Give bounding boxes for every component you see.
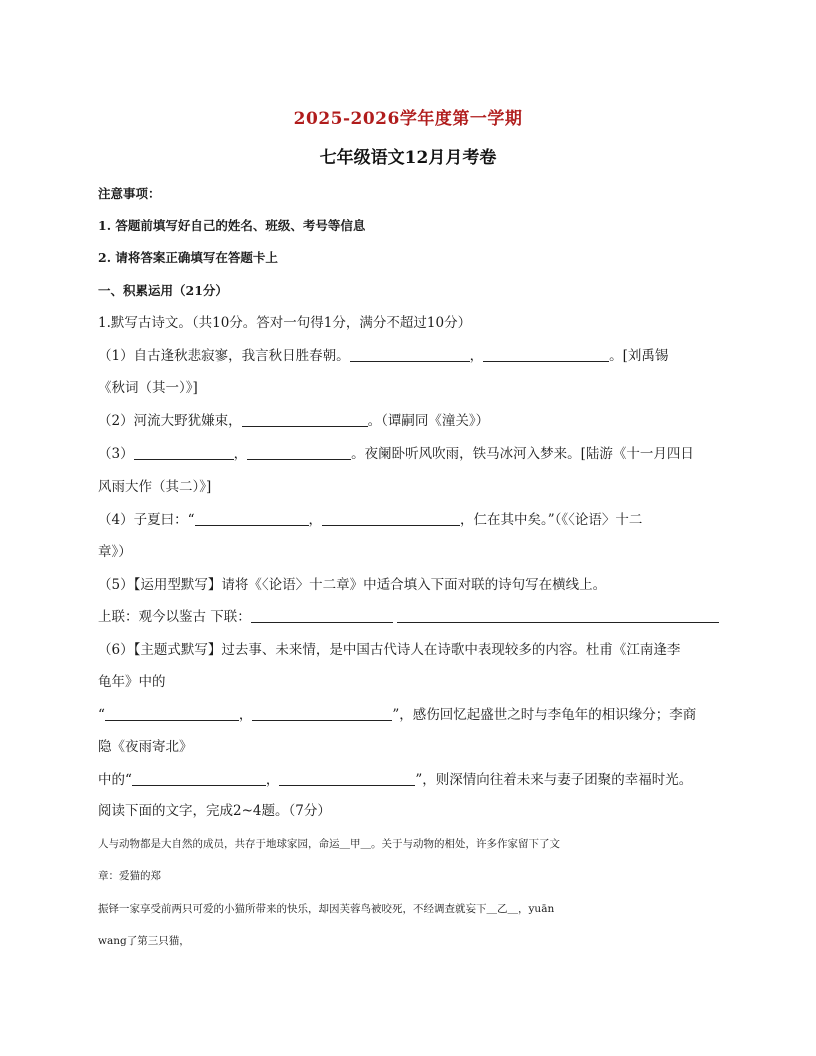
answer-blank[interactable] (242, 412, 368, 427)
term-title: 2025-2026学年度第一学期 (293, 109, 523, 129)
q1-6-sep: ， (238, 707, 253, 723)
exam-title: 七年级语文12月月考卷 (319, 148, 497, 168)
q1-2-end: 。（谭嗣同《潼关》） (367, 413, 490, 429)
answer-blank[interactable] (247, 445, 351, 460)
question-1-6-line5 (98, 770, 692, 790)
q1-4-sep: ， (308, 512, 322, 528)
question-1-6-line2: 龟年》中的 (98, 674, 166, 690)
question-1-1 (98, 346, 668, 366)
question-1-3 (98, 444, 694, 464)
answer-blank[interactable] (134, 445, 234, 460)
answer-blank[interactable] (350, 347, 470, 362)
q1-6-e-end: ”，则深情向往着未来与妻子团聚的幸福时光。 (415, 772, 693, 788)
question-1-6-line4: 隐《夜雨寄北》 (98, 739, 193, 755)
question-1-1-source: 《秋词（其一）》] (98, 380, 198, 396)
answer-blank[interactable] (105, 706, 239, 721)
passage-line-3: 振铎一家享受前两只可爱的小猫所带来的快乐，却因芙蓉鸟被咬死，不经调查就妄下＿乙＿，yuān (98, 903, 555, 915)
answer-blank[interactable] (195, 511, 309, 526)
passage-line-4: wang了第三只猫， (98, 935, 190, 947)
q1-6-c-end: ”，感伤回忆起盛世之时与李龟年的相识缘分；李商 (392, 707, 697, 723)
question-1-intro: 1.默写古诗文。（共10分。答对一句得1分，满分不超过10分） (98, 315, 472, 331)
question-1-5-couplet (98, 607, 719, 627)
answer-blank[interactable] (322, 511, 460, 526)
quote-open: “ (98, 707, 105, 723)
question-1-5: （5）【运用型默写】请将《〈论语〉十二章》中适合填入下面对联的诗句写在横线上。 (98, 577, 607, 593)
q1-2-text: （2）河流大野犹嫌束， (98, 413, 242, 429)
answer-blank[interactable] (397, 608, 719, 623)
notes-item-2: 2. 请将答案正确填写在答题卡上 (98, 250, 278, 265)
notes-item-1: 1. 答题前填写好自己的姓名、班级、考号等信息 (98, 218, 366, 233)
answer-blank[interactable] (279, 771, 415, 786)
question-1-6-line3 (98, 705, 696, 725)
q1-3-text: （3） (98, 446, 134, 462)
question-1-6: （6）【主题式默写】过去事、未来情，是中国古代诗人在诗歌中表现较多的内容。杜甫《江南逢李 (98, 642, 681, 658)
q1-4-end: ，仁在其中矣。”（《〈论语〉十二 (460, 512, 643, 528)
q1-6-e-sep: ， (265, 772, 280, 788)
q1-4-text: （4）子夏曰：“ (98, 512, 195, 528)
answer-blank[interactable] (132, 771, 266, 786)
q1-1-text: （1）自古逢秋悲寂寥，我言秋日胜春朝。 (98, 348, 350, 364)
answer-blank[interactable] (251, 608, 393, 623)
q1-3-sep: ， (233, 446, 248, 462)
question-1-2 (98, 411, 489, 431)
q1-3-end: 。夜阑卧听风吹雨，铁马冰河入梦来。[陆游《十一月四日 (351, 446, 694, 462)
notes-heading: 注意事项： (98, 186, 161, 201)
q1-1-end: 。[刘禹锡 (609, 348, 669, 364)
reading-intro: 阅读下面的文字，完成2~4题。（7分） (98, 803, 331, 819)
section-heading: 一、积累运用（21分） (98, 283, 228, 298)
q1-6-e-open: 中的“ (98, 772, 132, 788)
question-1-3-source: 风雨大作（其二）》] (98, 479, 212, 495)
question-1-4 (98, 510, 642, 530)
answer-blank[interactable] (483, 347, 609, 362)
question-1-4-source: 章》） (98, 544, 132, 560)
passage-line-2: 章：爱猫的郑 (98, 870, 161, 882)
q1-1-sep: ， (469, 348, 484, 364)
couplet-text: 上联：观今以鉴古 下联： (98, 609, 251, 625)
answer-blank[interactable] (252, 706, 392, 721)
passage-line-1: 人与动物都是大自然的成员，共存于地球家园，命运＿甲＿。关于与动物的相处，许多作家留下了文 (98, 838, 560, 850)
